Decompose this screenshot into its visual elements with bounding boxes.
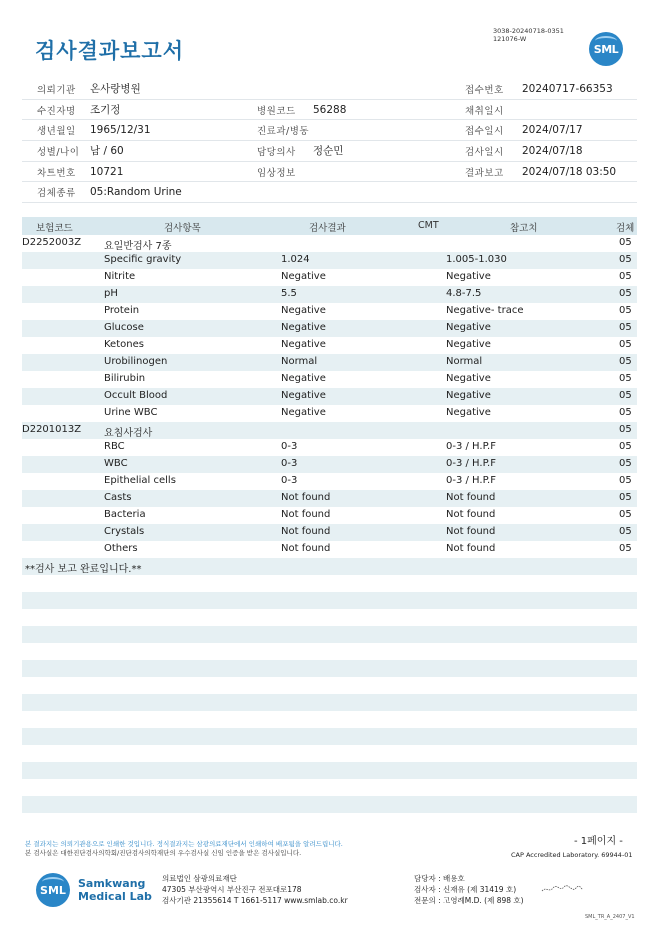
- cell-result: Negative: [281, 322, 326, 333]
- page-number: - 1페이지 -: [574, 836, 623, 847]
- blank-row: [22, 779, 637, 796]
- info-value-v3: 2024/07/18: [522, 144, 583, 157]
- blank-row: [22, 660, 637, 677]
- cell-inst: 05: [619, 305, 632, 316]
- table-row: [22, 320, 637, 337]
- info-row: [22, 120, 637, 141]
- cell-inst: 05: [619, 288, 632, 299]
- cell-result: Negative: [281, 373, 326, 384]
- header-reference: 참고치: [510, 223, 538, 234]
- info-label-l1: 의뢰기관: [37, 84, 76, 96]
- cell-result: Not found: [281, 492, 331, 503]
- cell-name: Crystals: [104, 526, 145, 537]
- cell-name: Casts: [104, 492, 132, 503]
- results-table: [22, 217, 637, 830]
- cell-inst: 05: [619, 475, 632, 486]
- info-label-l2: 진료과/병동: [257, 126, 310, 138]
- table-row: [22, 473, 637, 490]
- address-line-3: 검사기관 21355614 T 1661-5117 www.smlab.co.kr: [162, 896, 348, 905]
- cell-inst: 05: [619, 509, 632, 520]
- table-row: [22, 456, 637, 473]
- table-row: [22, 252, 637, 269]
- page-title: 검사결과보고서: [35, 39, 185, 63]
- info-value-v1: 온사랑병원: [90, 83, 141, 96]
- cell-name: Epithelial cells: [104, 475, 176, 486]
- blank-row: [22, 609, 637, 626]
- info-row: [22, 79, 637, 100]
- cell-name: Bacteria: [104, 509, 146, 520]
- footer-brand: [78, 877, 152, 903]
- header-specimen: 검체: [616, 223, 635, 234]
- info-label-l1: 생년월일: [37, 126, 76, 138]
- info-label-l3: 접수일시: [465, 126, 504, 138]
- table-row: [22, 524, 637, 541]
- blank-row: [22, 643, 637, 660]
- table-header: [22, 217, 637, 235]
- cell-ref: Not found: [446, 492, 496, 503]
- cell-inst: 05: [619, 407, 632, 418]
- blank-row: [22, 728, 637, 745]
- address-line-2: 47305 부산광역시 부산진구 전포대로178: [162, 885, 302, 894]
- staff-line-3: 전문의 : 고영례M.D. (제 898 호): [414, 896, 524, 905]
- cell-result: 1.024: [281, 254, 310, 265]
- cell-ref: Not found: [446, 543, 496, 554]
- table-row: [22, 405, 637, 422]
- table-row: [22, 337, 637, 354]
- cell-name: Ketones: [104, 339, 144, 350]
- blank-row: [22, 694, 637, 711]
- info-value-v2: 정순민: [313, 145, 344, 158]
- cell-result: 0-3: [281, 458, 298, 469]
- info-value-v3: 20240717-66353: [522, 82, 613, 95]
- cell-inst: 05: [619, 271, 632, 282]
- table-row: [22, 354, 637, 371]
- info-row: [22, 162, 637, 183]
- cell-name: pH: [104, 288, 118, 299]
- footer-address: [162, 873, 348, 906]
- table-row: [22, 422, 637, 439]
- patient-info: [22, 79, 637, 203]
- cell-name: 요침사검사: [104, 428, 153, 439]
- cell-result: 0-3: [281, 441, 298, 452]
- info-value-v3: 2024/07/18 03:50: [522, 165, 617, 178]
- blank-row: [22, 762, 637, 779]
- cell-inst: 05: [619, 237, 632, 248]
- staff-line-1: 담당자 : 배용호: [414, 874, 465, 883]
- cell-ref: Negative: [446, 407, 491, 418]
- brand-line-2: Medical Lab: [78, 890, 152, 903]
- cell-inst: 05: [619, 424, 632, 435]
- sml-logo-icon: SML: [589, 32, 623, 66]
- cell-ref: Negative: [446, 271, 491, 282]
- info-row: [22, 182, 637, 203]
- cell-result: Not found: [281, 509, 331, 520]
- cell-name: Urobilinogen: [104, 356, 168, 367]
- cell-inst: 05: [619, 356, 632, 367]
- cell-result: Negative: [281, 390, 326, 401]
- header-insurance-code: 보험코드: [36, 223, 73, 234]
- cell-result: 5.5: [281, 288, 297, 299]
- cell-result: Negative: [281, 407, 326, 418]
- cell-inst: 05: [619, 441, 632, 452]
- footer-notes: [25, 840, 343, 857]
- info-label-l2: 병원코드: [257, 105, 296, 117]
- cell-inst: 05: [619, 526, 632, 537]
- info-value-v1: 10721: [90, 165, 124, 178]
- cell-ref: Normal: [446, 356, 483, 367]
- cell-ref: 0-3 / H.P.F: [446, 458, 496, 469]
- cell-name: Nitrite: [104, 271, 136, 282]
- info-value-v1: 1965/12/31: [90, 124, 151, 137]
- cell-inst: 05: [619, 458, 632, 469]
- cell-result: Not found: [281, 526, 331, 537]
- report-id: [493, 27, 564, 43]
- end-note: **검사 보고 완료입니다.**: [25, 564, 142, 575]
- cell-inst: 05: [619, 373, 632, 384]
- cell-inst: 05: [619, 492, 632, 503]
- report-id-line-2: 121076-W: [493, 35, 527, 43]
- form-version: SML_TR_A_2407_V1: [585, 914, 635, 920]
- info-label-l1: 성별/나이: [37, 146, 80, 158]
- cell-name: 요일반검사 7종: [104, 241, 172, 252]
- cell-ref: Not found: [446, 509, 496, 520]
- table-row: [22, 490, 637, 507]
- cell-ref: 1.005-1.030: [446, 254, 507, 265]
- footer-staff: [414, 873, 524, 906]
- table-row: [22, 286, 637, 303]
- cell-result: Negative: [281, 305, 326, 316]
- cell-ref: Negative: [446, 390, 491, 401]
- blank-row: [22, 626, 637, 643]
- info-value-v1: 남 / 60: [90, 145, 124, 158]
- cell-result: Not found: [281, 543, 331, 554]
- table-row: [22, 269, 637, 286]
- blank-row: [22, 711, 637, 728]
- cell-code: D2252003Z: [22, 237, 82, 248]
- cell-inst: 05: [619, 543, 632, 554]
- cell-ref: 4.8-7.5: [446, 288, 482, 299]
- blank-row: [22, 813, 637, 830]
- header-cmt: CMT: [418, 220, 439, 231]
- cell-result: Negative: [281, 271, 326, 282]
- cell-ref: Not found: [446, 526, 496, 537]
- cell-ref: Negative: [446, 322, 491, 333]
- header-result: 검사결과: [309, 223, 346, 234]
- cell-ref: Negative: [446, 373, 491, 384]
- cell-name: Bilirubin: [104, 373, 146, 384]
- address-line-1: 의료법인 삼광의료재단: [162, 874, 237, 883]
- cell-name: Protein: [104, 305, 140, 316]
- cell-result: 0-3: [281, 475, 298, 486]
- table-row: [22, 541, 637, 558]
- cell-ref: Negative- trace: [446, 305, 524, 316]
- info-label-l1: 검체종류: [37, 188, 76, 200]
- staff-line-2: 검사자 : 신재유 (제 31419 호): [414, 885, 517, 894]
- footer-note-1: 본 결과지는 의뢰기관용으로 인쇄한 것입니다. 정식결과지는 삼광의료재단에서 인쇄하여 배포됨을 알려드립니다.: [25, 840, 343, 848]
- table-row: [22, 388, 637, 405]
- footer-note-2: 본 검사실은 대한진단검사의학회/진단검사의학재단의 우수검사실 신임 인증을 받은 검사실입니다.: [25, 848, 302, 857]
- info-label-l3: 접수번호: [465, 84, 504, 96]
- cell-ref: 0-3 / H.P.F: [446, 441, 496, 452]
- cap-accreditation: CAP Accredited Laboratory. 69944-01: [511, 851, 633, 859]
- info-label-l1: 수진자명: [37, 105, 76, 117]
- blank-row: [22, 745, 637, 762]
- info-label-l3: 결과보고: [465, 167, 504, 179]
- table-row: [22, 507, 637, 524]
- info-value-v3: 2024/07/17: [522, 124, 583, 137]
- info-label-l3: 검사일시: [465, 146, 504, 158]
- table-end-note-row: [22, 558, 637, 575]
- cell-inst: 05: [619, 322, 632, 333]
- info-value-v2: 56288: [313, 103, 347, 116]
- footer-sml-logo-icon: SML: [36, 873, 70, 907]
- signature-icon: [540, 884, 584, 894]
- table-row: [22, 235, 637, 252]
- cell-inst: 05: [619, 390, 632, 401]
- info-row: [22, 141, 637, 162]
- blank-row: [22, 677, 637, 694]
- cell-name: Occult Blood: [104, 390, 168, 401]
- table-row: [22, 371, 637, 388]
- cell-result: Negative: [281, 339, 326, 350]
- table-body: [22, 235, 637, 830]
- cell-name: Urine WBC: [104, 407, 158, 418]
- cell-name: Others: [104, 543, 138, 554]
- cell-name: Glucose: [104, 322, 144, 333]
- cell-ref: 0-3 / H.P.F: [446, 475, 496, 486]
- table-row: [22, 303, 637, 320]
- table-row: [22, 439, 637, 456]
- report-id-line-1: 3038-20240718-0351: [493, 27, 564, 35]
- cell-ref: Negative: [446, 339, 491, 350]
- blank-row: [22, 592, 637, 609]
- blank-row: [22, 575, 637, 592]
- cell-inst: 05: [619, 339, 632, 350]
- cell-inst: 05: [619, 254, 632, 265]
- info-row: [22, 100, 637, 121]
- info-label-l2: 임상정보: [257, 167, 296, 179]
- header-test-item: 검사항목: [164, 223, 201, 234]
- info-value-v1: 05:Random Urine: [90, 186, 182, 199]
- cell-name: RBC: [104, 441, 125, 452]
- cell-code: D2201013Z: [22, 424, 82, 435]
- cell-name: WBC: [104, 458, 128, 469]
- info-label-l1: 차트번호: [37, 167, 76, 179]
- info-label-l2: 담당의사: [257, 146, 296, 158]
- info-value-v1: 조기정: [90, 104, 121, 117]
- info-label-l3: 채취일시: [465, 105, 504, 117]
- blank-row: [22, 796, 637, 813]
- brand-line-1: Samkwang: [78, 877, 146, 890]
- cell-name: Specific gravity: [104, 254, 182, 265]
- cell-result: Normal: [281, 356, 318, 367]
